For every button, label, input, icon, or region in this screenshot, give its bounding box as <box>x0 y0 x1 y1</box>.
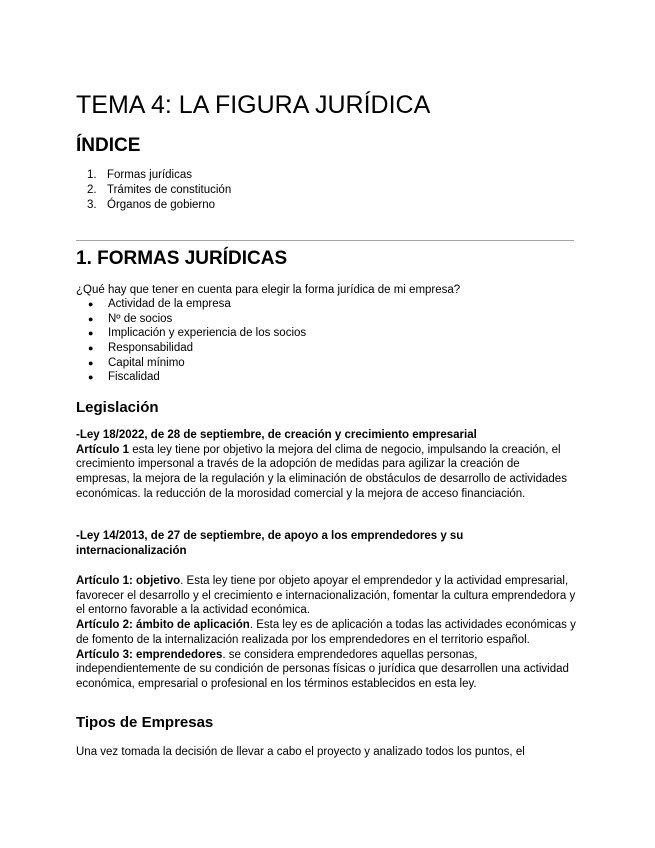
law-title-text: -Ley 14/2013, de 27 de septiembre, de apoyo a los emprendedores y su internacionalización <box>76 530 464 557</box>
law-title <box>76 529 576 558</box>
list-item <box>87 183 231 198</box>
article-label: Artículo 1: objetivo <box>76 575 181 587</box>
ley-14-2013-articles <box>76 574 576 692</box>
list-item-label: Órganos de gobierno <box>107 199 216 211</box>
list-item-label: Implicación y experiencia de los socios <box>108 327 307 340</box>
section-heading: 1. FORMAS JURÍDICAS <box>76 248 288 269</box>
ley-18-2022-block <box>76 428 576 502</box>
article-text: . Esta ley tiene por objeto apoyar el emprendedor y la actividad empresarial, favorecer el desarrollo y el crecimiento e internacionalización, fomentar la cultura emprendedora y el entorno favorable a la actividad económica. <box>76 575 576 617</box>
list-item-label: Responsabilidad <box>108 342 194 355</box>
subsection-heading-tipos: Tipos de Empresas <box>76 714 214 731</box>
list-item <box>88 341 306 356</box>
question-text: ¿Qué hay que tener en cuenta para elegir la forma jurídica de mi empresa? <box>76 284 461 296</box>
subsection-heading-legislacion: Legislación <box>76 399 159 416</box>
list-item <box>87 168 231 183</box>
bullet-icon: ● <box>88 299 94 309</box>
bullet-icon: ● <box>88 372 94 383</box>
list-number: 1. <box>87 169 97 181</box>
document-title: TEMA 4: LA FIGURA JURÍDICA <box>76 91 431 119</box>
index-heading: ÍNDICE <box>76 135 141 156</box>
list-item <box>88 370 306 385</box>
bullet-icon: ● <box>88 357 94 368</box>
list-item <box>88 312 306 327</box>
list-item <box>88 297 306 312</box>
tipos-text: Una vez tomada la decisión de llevar a cabo el proyecto y analizado todos los puntos, el <box>76 746 525 758</box>
bullet-icon: ● <box>88 343 94 354</box>
article-text: . se considera emprendedores aquellas personas, independientemente de su condición de personas físicas o jurídica que desarrollen una actividad económica, empresarial o profesional en los términos establecidos en esta ley. <box>76 648 569 690</box>
list-item-label: Trámites de constitución <box>107 184 232 196</box>
list-number: 3. <box>87 199 97 211</box>
index-list <box>87 168 231 213</box>
list-item-label: Nº de socios <box>108 312 173 325</box>
article-text: . Esta ley es de aplicación a todas las actividades económicas y de fomento de la internalización realizada por los emprendedores en el territorio español. <box>76 619 576 646</box>
bullet-icon: ● <box>88 328 94 339</box>
law-title: -Ley 18/2022, de 28 de septiembre, de creación y crecimiento empresarial <box>76 429 477 441</box>
list-item-label: Capital mínimo <box>108 356 185 369</box>
list-number: 2. <box>87 184 97 196</box>
list-item <box>88 326 306 341</box>
list-item-label: Actividad de la empresa <box>108 298 231 310</box>
article-text: esta ley tiene por objetivo la mejora del clima de negocio, impulsando la creación, el crecimiento impersonal a través de la adopción de medidas para agilizar la creación de empresas, la mejora de la regulación y la eliminación de obstáculos de desarrollo de actividades económicas. la reducción de la morosidad comercial y la mejora de acceso financiación. <box>76 443 567 500</box>
list-item <box>87 198 231 213</box>
criteria-list <box>88 297 306 385</box>
horizontal-divider <box>76 240 574 241</box>
article-label: Artículo 2: ámbito de aplicación <box>76 619 250 632</box>
list-item-label: Fiscalidad <box>108 371 160 384</box>
list-item-label: Formas jurídicas <box>107 169 192 181</box>
article-label: Artículo 3: emprendedores <box>76 648 223 661</box>
list-item <box>88 356 306 371</box>
article-label: Artículo 1 <box>76 443 130 456</box>
bullet-icon: ● <box>88 313 94 324</box>
